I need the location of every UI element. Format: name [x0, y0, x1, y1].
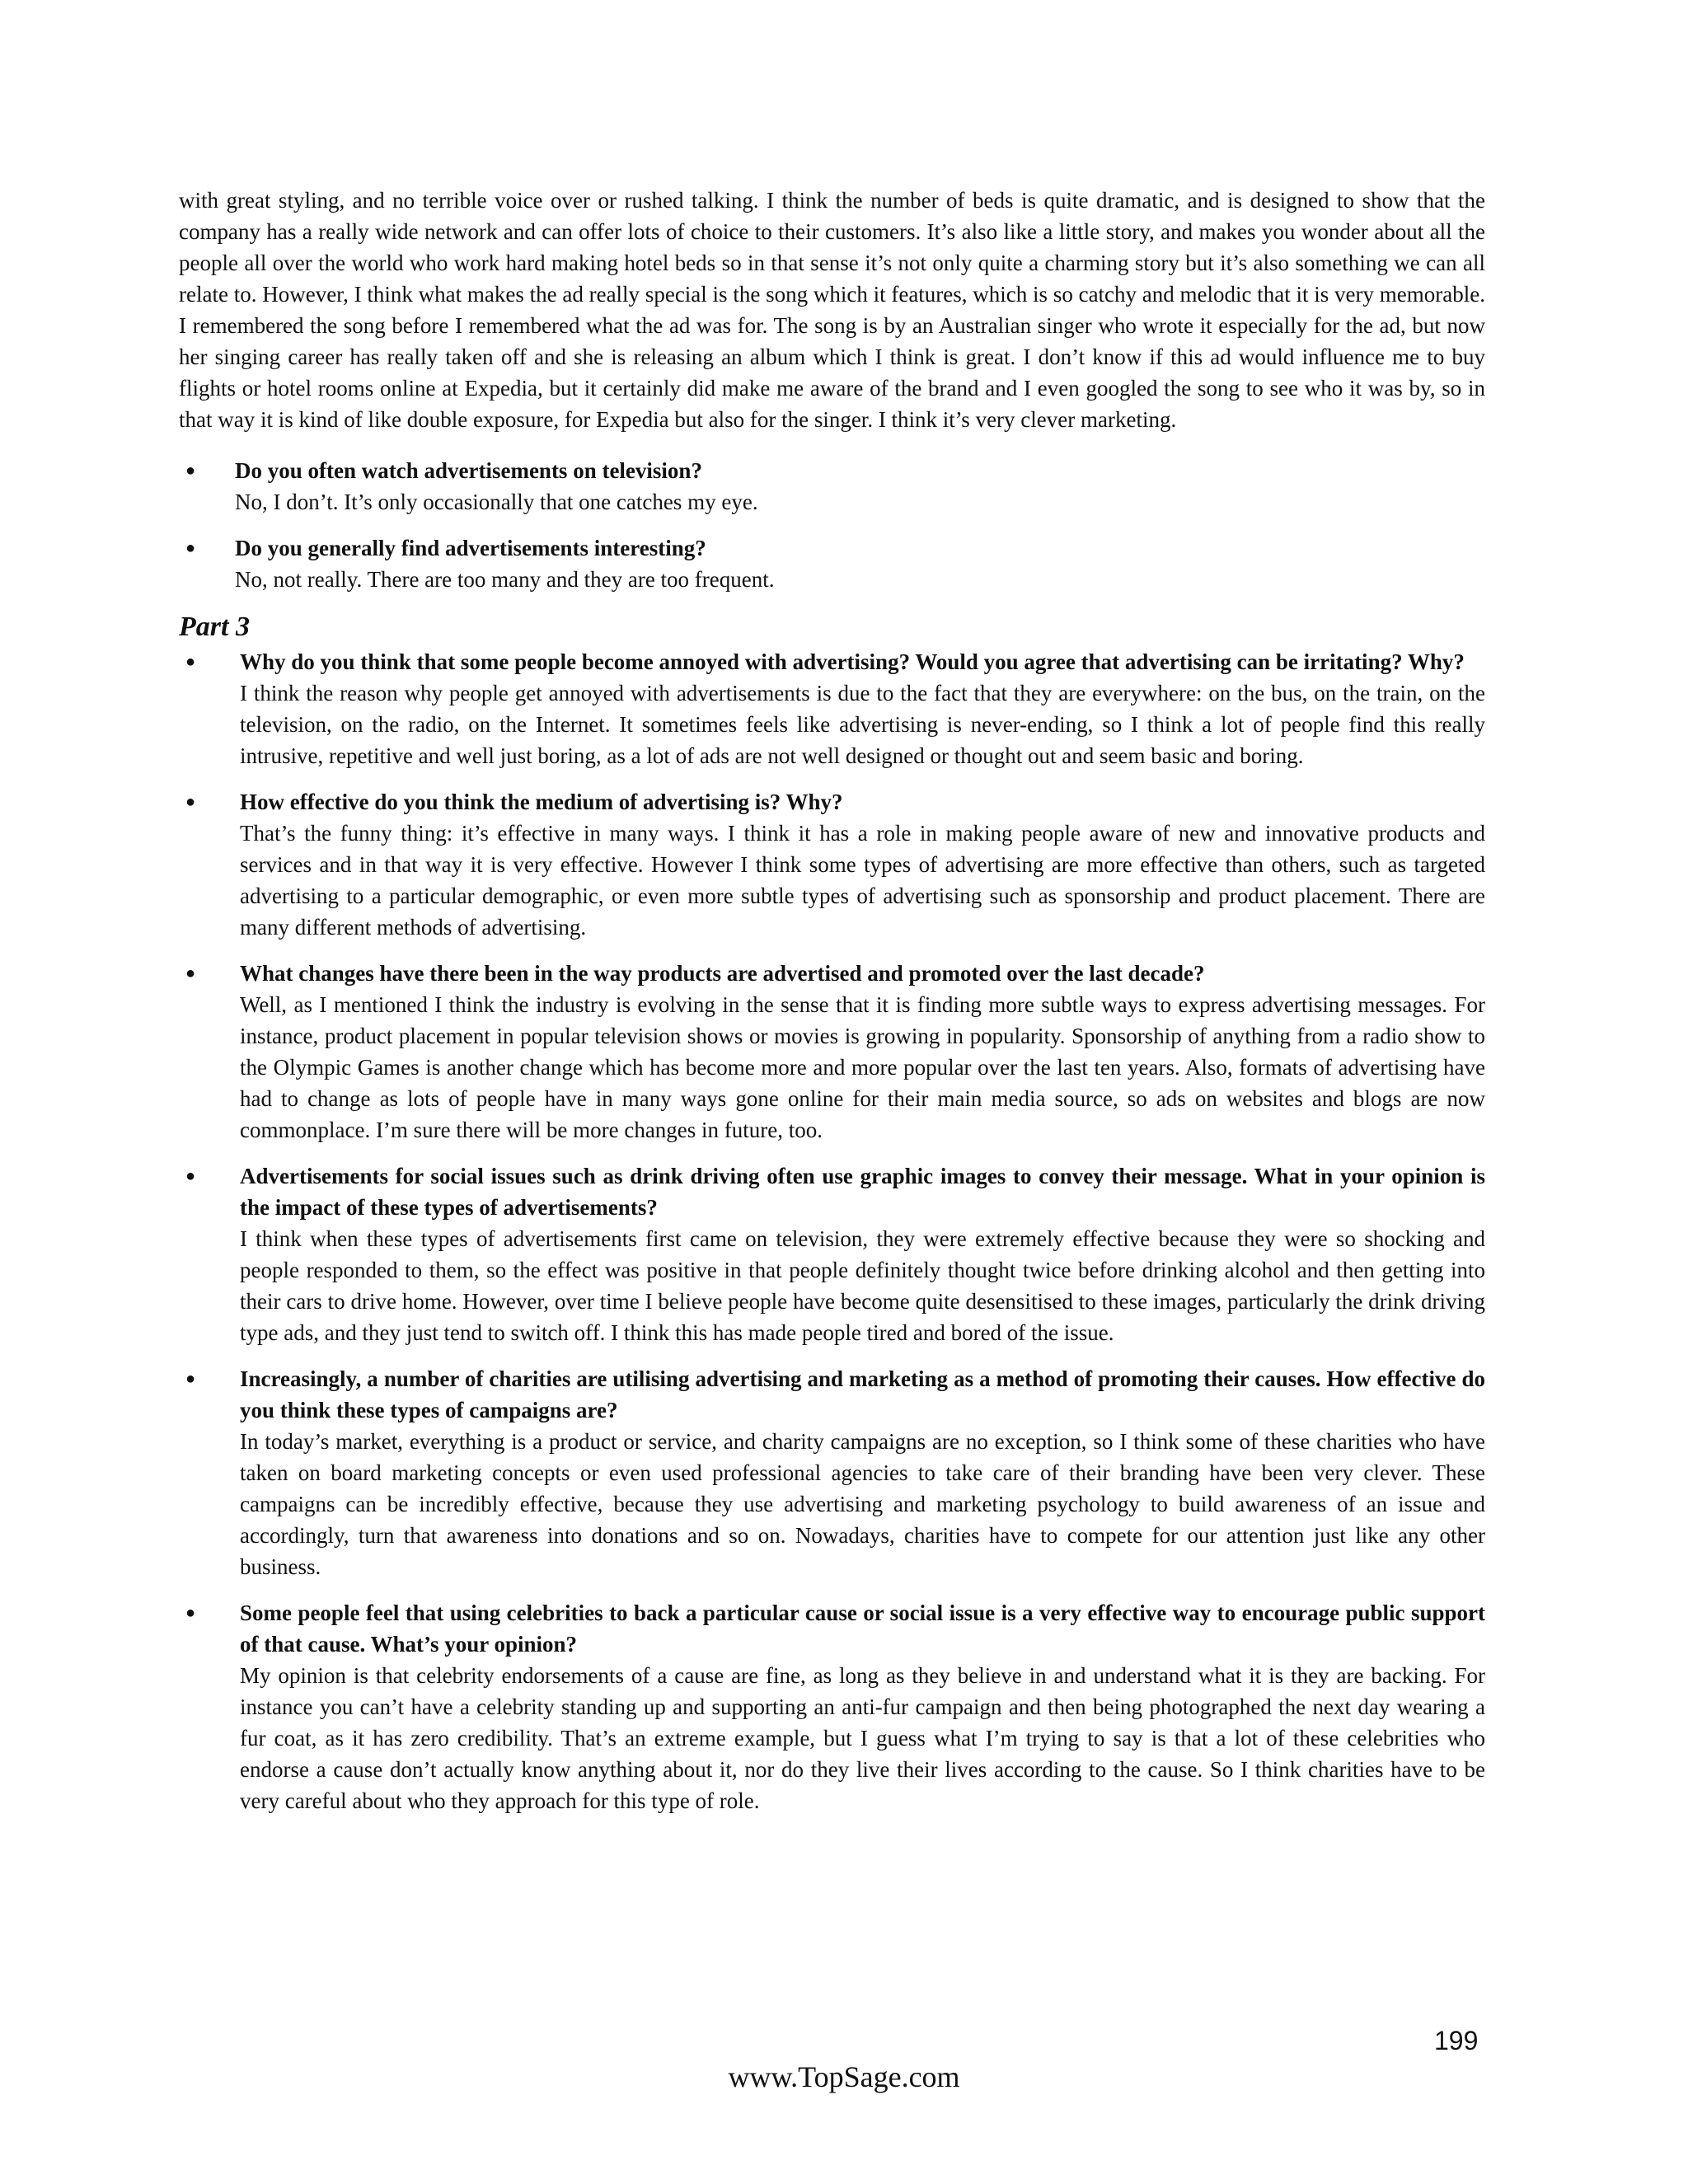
answer-text: I think the reason why people get annoyed with advertisements is due to the fact that they are everywhere: on the bus, on the train, on the television, on the radio, on the Internet. It sometimes feels like advertising is never-ending, so I think a lot of people find this really intrusive, repetitive and well just boring, as a lot of ads are not well designed or thought out and seem basic and boring. [240, 681, 1485, 768]
bullet-icon: ● [185, 793, 196, 811]
bullet-icon: ● [185, 539, 196, 557]
answer-text: No, not really. There are too many and they are too frequent. [235, 567, 775, 592]
answer-text: I think when these types of advertisements first came on television, they were extremely effective because they were so shocking and people responded to them, so the effect was positive in that people definitely thought twice before drinking alcohol and then getting into their cars to drive home. However, over time I believe people have become quite desensitised to these images, particularly the drink driving type ads, and they just tend to switch off. I think this has made people tired and bored of the issue. [240, 1226, 1485, 1345]
question-text: Do you often watch advertisements on television? [235, 458, 702, 483]
question-text: Some people feel that using celebrities to back a particular cause or social issue is a very effective way to encourage public support of that cause. What’s your opinion? [240, 1601, 1485, 1657]
answer-text: In today’s market, everything is a product or service, and charity campaigns are no exception, so I think some of these charities who have taken on board marketing concepts or even used professional agencies to take care of their branding have been very clever. These campaigns can be incredibly effective, because they use advertising and marketing psychology to build awareness of an issue and accordingly, turn that awareness into donations and so on. Nowadays, charities have to compete for our attention just like any other business. [240, 1429, 1485, 1579]
qa-item [179, 958, 1485, 1146]
question-text: Why do you think that some people become annoyed with advertising? Would you agree that advertising can be irritating? Why? [240, 649, 1465, 674]
qa-item [179, 1160, 1485, 1348]
qa-item [179, 1363, 1485, 1582]
part2-list [179, 455, 1485, 595]
qa-item [179, 532, 1485, 595]
bullet-icon: ● [185, 462, 196, 480]
question-text: Increasingly, a number of charities are utilising advertising and marketing as a method of promoting their causes. How effective do you think these types of campaigns are? [240, 1366, 1485, 1422]
part3-list [179, 646, 1485, 1816]
document-page [179, 185, 1485, 1831]
answer-text: Well, as I mentioned I think the industry is evolving in the sense that it is finding more subtle ways to express advertising messages. For instance, product placement in popular television shows or movies is growing in popularity. Sponsorship of anything from a radio show to the Olympic Games is another change which has become more and more popular over the last ten years. Also, formats of advertising have had to change as lots of people have in many ways gone online for their main media source, so ads on websites and blogs are now commonplace. I’m sure there will be more changes in future, too. [240, 992, 1485, 1142]
footer-url: www.TopSage.com [728, 2060, 960, 2093]
bullet-icon: ● [185, 964, 196, 982]
qa-item [179, 786, 1485, 943]
answer-text: No, I don’t. It’s only occasionally that one catches my eye. [235, 490, 758, 514]
bullet-icon: ● [185, 1370, 196, 1388]
part3-heading: Part 3 [179, 612, 250, 642]
qa-item [179, 646, 1485, 771]
question-text: Do you generally find advertisements interesting? [235, 536, 706, 560]
question-text: What changes have there been in the way products are advertised and promoted over the last decade? [240, 961, 1205, 986]
answer-text: That’s the funny thing: it’s effective in many ways. I think it has a role in making people aware of new and innovative products and services and in that way it is very effective. However I think some types of advertising are more effective than others, such as targeted advertising to a particular demographic, or even more subtle types of advertising such as sponsorship and product placement. There are many different methods of advertising. [240, 821, 1485, 940]
qa-item [179, 1597, 1485, 1816]
question-text: How effective do you think the medium of advertising is? Why? [240, 790, 843, 814]
bullet-icon: ● [185, 1604, 196, 1622]
bullet-icon: ● [185, 1167, 196, 1185]
bullet-icon: ● [185, 653, 196, 671]
page-number: 199 [1434, 2026, 1479, 2055]
answer-text: My opinion is that celebrity endorsements of a cause are fine, as long as they believe in and understand what it is they are backing. For instance you can’t have a celebrity standing up and supporting an anti-fur campaign and then being photographed the next day wearing a fur coat, as it has zero credibility. That’s an extreme example, but I guess what I’m trying to say is that a lot of these celebrities who endorse a cause don’t actually know anything about it, nor do they live their lives according to the cause. So I think charities have to be very careful about who they approach for this type of role. [240, 1663, 1485, 1813]
qa-item [179, 455, 1485, 518]
intro-paragraph: with great styling, and no terrible voice over or rushed talking. I think the number of beds is quite dramatic, and is designed to show that the company has a really wide network and can offer lots of choice to their customers. It’s also like a little story, and makes you wonder about all the people all over the world who work hard making hotel beds so in that sense it’s not only quite a charming story but it’s also something we can all relate to. However, I think what makes the ad really special is the song which it features, which is so catchy and melodic that it is very memorable. I remembered the song before I remembered what the ad was for. The song is by an Australian singer who wrote it especially for the ad, but now her singing career has really taken off and she is releasing an album which I think is great. I don’t know if this ad would influence me to buy flights or hotel rooms online at Expedia, but it certainly did make me aware of the brand and I even googled the song to see who it was by, so in that way it is kind of like double exposure, for Expedia but also for the singer. I think it’s very clever marketing. [179, 188, 1485, 432]
question-text: Advertisements for social issues such as drink driving often use graphic images to convey their message. What in your opinion is the impact of these types of advertisements? [240, 1164, 1485, 1220]
